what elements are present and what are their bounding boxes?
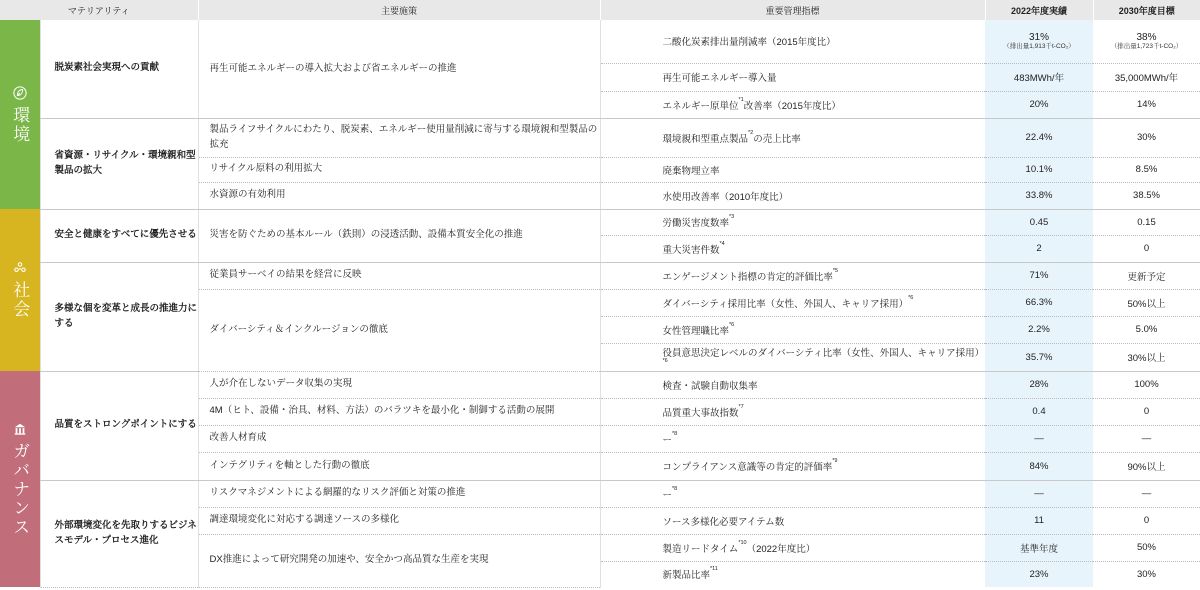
kpi-cell: 二酸化炭素排出量削減率（2015年度比）: [600, 20, 985, 63]
category-label: 環境: [10, 105, 30, 144]
value-2022: 84%: [985, 452, 1093, 480]
leaf-icon: [13, 86, 27, 100]
measure-cell: ダイバーシティ＆インクルージョンの徹底: [198, 289, 600, 371]
value-2030: 30%以上: [1093, 343, 1200, 371]
category-label: 社会: [10, 281, 30, 319]
kpi-cell: 廃棄物埋立率: [600, 157, 985, 182]
kpi-cell: ソース多様化必要アイテム数: [600, 507, 985, 534]
value-2030: 14%: [1093, 91, 1200, 118]
measure-cell: インテグリティを軸とした行動の徹底: [198, 452, 600, 480]
value-2022: 基準年度: [985, 534, 1093, 561]
value-2022: 2.2%: [985, 316, 1093, 343]
materiality-cell: 脱炭素社会実現への貢献: [40, 20, 198, 118]
measure-cell: 従業員サーベイの結果を経営に反映: [198, 262, 600, 289]
value-2030: 0: [1093, 398, 1200, 425]
measure-cell: 水資源の有効利用: [198, 182, 600, 209]
value-2022: 22.4%: [985, 118, 1093, 157]
materiality-cell: 外部環境変化を先取りするビジネスモデル・プロセス進化: [40, 480, 198, 587]
value-2030: 50%以上: [1093, 289, 1200, 316]
measure-cell: DX推進によって研究開発の加速や、安全かつ高品質な生産を実現: [198, 534, 600, 587]
value-2030: 更新予定: [1093, 262, 1200, 289]
value-2030: 0.15: [1093, 209, 1200, 235]
building-icon: [13, 422, 27, 436]
measure-cell: 改善人材育成: [198, 425, 600, 452]
kpi-cell: ー$^{*8}$: [600, 425, 985, 452]
people-icon: [13, 261, 27, 275]
value-2030: ―: [1093, 425, 1200, 452]
header-fy2022: 2022年度実績: [985, 0, 1093, 20]
measure-cell: 人が介在しないデータ収集の実現: [198, 371, 600, 398]
value-2030: 50%: [1093, 534, 1200, 561]
value-2030: ―: [1093, 480, 1200, 507]
value-2030: 100%: [1093, 371, 1200, 398]
category-environment: [0, 20, 40, 209]
table-row: [0, 262, 1200, 289]
value-2022: 20%: [985, 91, 1093, 118]
measure-cell: 4M（ヒト、設備・治具、材料、方法）のバラツキを最小化・制御する活動の展開: [198, 398, 600, 425]
table-row: [0, 209, 1200, 235]
measure-cell: 製品ライフサイクルにわたり、脱炭素、エネルギー使用量削減に寄与する環境親和型製品の拡充: [198, 118, 600, 157]
materiality-cell: 省資源・リサイクル・環境親和型製品の拡大: [40, 118, 198, 209]
kpi-cell: 水使用改善率（2010年度比）: [600, 182, 985, 209]
value-2022: 66.3%: [985, 289, 1093, 316]
value-2022: 10.1%: [985, 157, 1093, 182]
value-2022: 483MWh/年: [985, 63, 1093, 91]
header-materiality: マテリアリティ: [0, 0, 198, 20]
kpi-cell: 環境親和型重点製品$^{*2}$の売上比率: [600, 118, 985, 157]
kpi-cell: 品質重大事故指数$^{*7}$: [600, 398, 985, 425]
category-governance: [0, 371, 40, 587]
kpi-cell: 検査・試験自動収集率: [600, 371, 985, 398]
measure-cell: リスクマネジメントによる網羅的なリスク評価と対策の推進: [198, 480, 600, 507]
value-2030: 0: [1093, 235, 1200, 262]
table-row: [0, 118, 1200, 157]
measure-cell: リサイクル原料の利用拡大: [198, 157, 600, 182]
value-2030: 35,000MWh/年: [1093, 63, 1200, 91]
value-2030: 0: [1093, 507, 1200, 534]
value-2022: ―: [985, 480, 1093, 507]
table-row: [0, 480, 1200, 507]
value-2022: 11: [985, 507, 1093, 534]
value-2030: 8.5%: [1093, 157, 1200, 182]
kpi-cell: 製造リードタイム$^{*10}$（2022年度比）: [600, 534, 985, 561]
category-label: ガバナンス: [10, 441, 30, 537]
value-2022: 33.8%: [985, 182, 1093, 209]
value-2022: 0.45: [985, 209, 1093, 235]
kpi-cell: 労働災害度数率$^{*3}$: [600, 209, 985, 235]
value-2030: 30%: [1093, 118, 1200, 157]
value-2022: 35.7%: [985, 343, 1093, 371]
header-measures: 主要施策: [198, 0, 600, 20]
kpi-cell: エネルギー原単位$^{*1}$改善率（2015年度比）: [600, 91, 985, 118]
value-2022: 71%: [985, 262, 1093, 289]
header-kpi: 重要管理指標: [600, 0, 985, 20]
table-row: [0, 20, 1200, 63]
value-2022: 31% （排出量1,913千t-CO₂）: [985, 20, 1093, 63]
header-fy2030: 2030年度目標: [1093, 0, 1200, 20]
value-2030: 90%以上: [1093, 452, 1200, 480]
value-2022: 23%: [985, 561, 1093, 587]
kpi-cell: 重大災害件数$^{*4}$: [600, 235, 985, 262]
measure-cell: 災害を防ぐための基本ルール（鉄則）の浸透活動、設備本質安全化の推進: [198, 209, 600, 262]
value-2030: 30%: [1136, 568, 1156, 580]
kpi-cell: 役員意思決定レベルのダイバーシティ比率（女性、外国人、キャリア採用）$^{*6}$: [600, 343, 985, 371]
kpi-cell: 新製品比率$^{*11}$: [600, 561, 985, 587]
value-2030: 5.0%: [1093, 316, 1200, 343]
table-row: [0, 371, 1200, 398]
value-2030: 38.5%: [1093, 182, 1200, 209]
value-2030: 38% （排出量1,723千t-CO₂）: [1093, 20, 1200, 63]
measure-cell: 再生可能エネルギーの導入拡大および省エネルギーの推進: [198, 20, 600, 118]
materiality-cell: 安全と健康をすべてに優先させる: [40, 209, 198, 262]
kpi-cell: 再生可能エネルギー導入量: [600, 63, 985, 91]
value-2022: 2: [985, 235, 1093, 262]
measure-cell: 調達環境変化に対応する調達ソースの多様化: [198, 507, 600, 534]
materiality-cell: 多様な個を変革と成長の推進力にする: [40, 262, 198, 371]
kpi-cell: 女性管理職比率$^{*6}$: [600, 316, 985, 343]
kpi-cell: コンプライアンス意識等の肯定的評価率$^{*9}$: [600, 452, 985, 480]
kpi-cell: ー$^{*8}$: [600, 480, 985, 507]
header-row: [0, 0, 1200, 20]
materiality-cell: 品質をストロングポイントにする: [40, 371, 198, 480]
value-2022: 28%: [985, 371, 1093, 398]
category-social: [0, 209, 40, 371]
value-2022: 0.4: [985, 398, 1093, 425]
kpi-cell: エンゲージメント指標の肯定的評価比率$^{*5}$: [600, 262, 985, 289]
value-2022: ―: [985, 425, 1093, 452]
kpi-cell: ダイバーシティ採用比率（女性、外国人、キャリア採用）$^{*6}$: [600, 289, 985, 316]
